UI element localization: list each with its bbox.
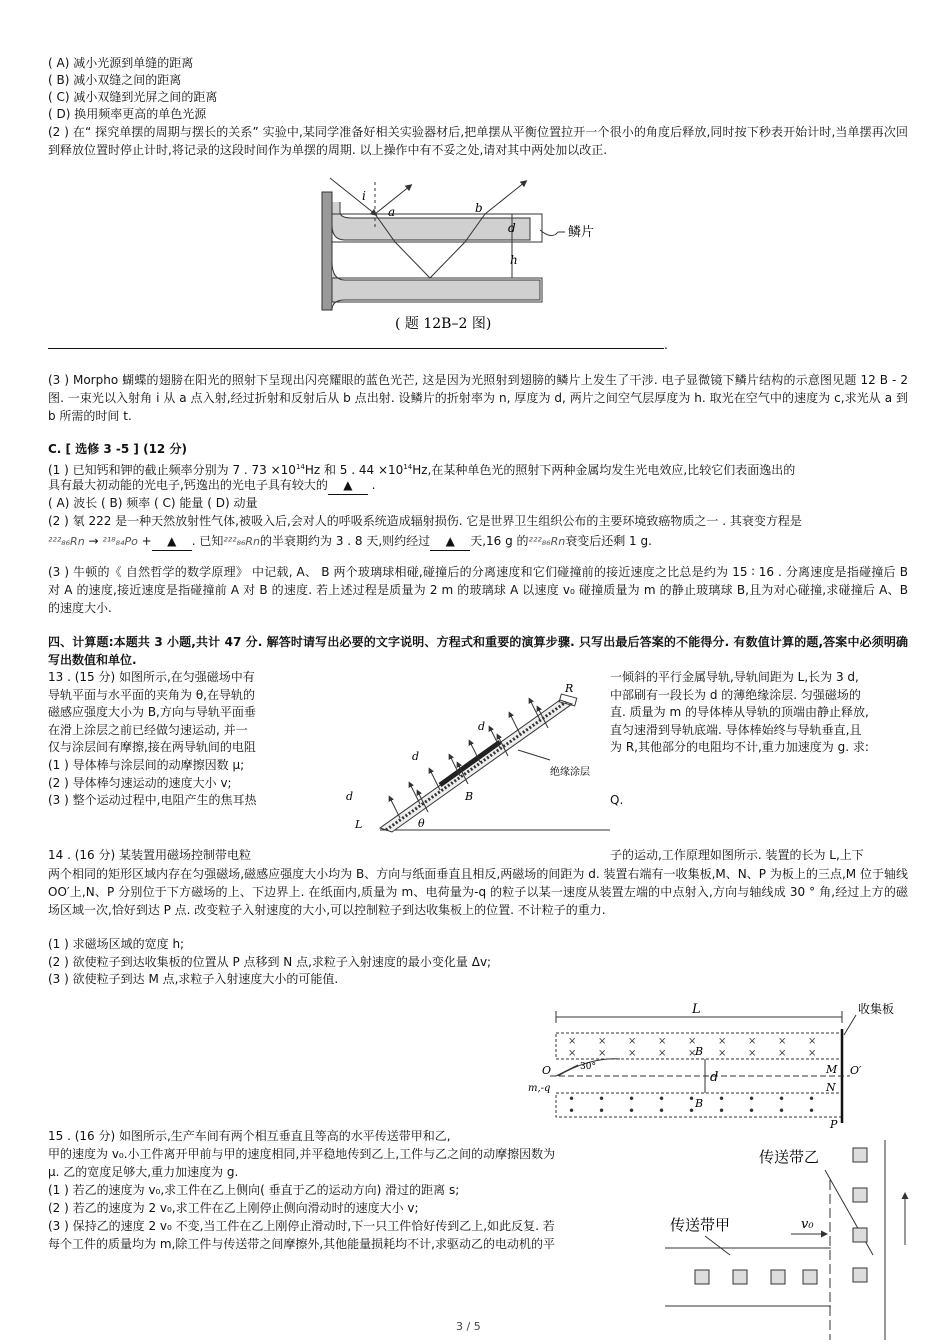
q13-l6: (2 ) 导体棒匀速运动的速度大小 v; <box>48 775 232 790</box>
dot-13: • <box>658 1104 666 1118</box>
figure-15 <box>665 1140 935 1340</box>
x-5: × <box>688 1036 697 1047</box>
q13-l5: (1 ) 导体棒与涂层间的动摩擦因数 μ; <box>48 757 245 772</box>
page-number: 3 / 5 <box>456 1320 481 1333</box>
x-10: × <box>568 1048 577 1059</box>
nuclide-po: ²¹⁸₈₄Po <box>102 535 138 548</box>
q15-l1: 甲的速度为 v₀.小工件离开甲前与甲的速度相同,并平稳地传到乙上,工件与乙之间的动摩擦因数为 <box>48 1147 556 1161</box>
fig15-belt-yi: 传送带乙 <box>759 1148 820 1166</box>
x-14: × <box>688 1048 697 1059</box>
q13-right <box>610 669 869 810</box>
c2-line1: (2 ) 氡 222 是一种天然放射性气体,被吸入后,会对人的呼吸系统造成辐射损伤. 它是世界卫生组织公布的主要环境致癌物质之一 . 其衰变方程是 <box>48 514 802 528</box>
dot-11: • <box>598 1104 606 1118</box>
c1-line2: 具有最大初动能的光电子,钙逸出的光电子具有较大的 ▲ . <box>48 477 375 495</box>
fig12-label-b: b <box>475 201 483 215</box>
q-butterfly: (3 ) Morpho 蝴蝶的翅膀在阳光的照射下呈现出闪亮耀眼的蓝色光芒, 这是因为光照射到翅膀的鳞片上发生了干涉. 电子显微镜下鳞片结构的示意图见题 12 B - 2 图. 一束光以入射角 i 从 a 点入射,经过折射和反射后从 b 点出射. 设鳞片的折射率为 n, 厚度为 d, 两片之间空气层厚度为 h. 取光在空气中的速度为 c,求光从 a 到 b 所需的时间 t. <box>48 373 908 423</box>
fig14-d: d <box>710 1070 719 1085</box>
x-9: × <box>808 1036 817 1047</box>
dot-1: • <box>568 1092 576 1106</box>
q15-l4: (2 ) 若乙的速度为 2 v₀,求工件在乙上刚停止侧向滑动时的速度大小 v; <box>48 1201 419 1215</box>
fig12-label-i: i <box>362 189 366 203</box>
q15-l6: 每个工件的质量均为 m,除工件与传送带之间摩擦外,其他能量损耗均不计,求驱动乙的电动机的平 <box>48 1237 555 1251</box>
fig12-label-scale: 鳞片 <box>568 225 595 240</box>
q14-first-left: 14 . (16 分) 某装置用磁场控制带电粒 <box>48 848 251 862</box>
fig15-belt-jia: 传送带甲 <box>670 1216 731 1234</box>
nuclide-rn-1: ²²²₈₆Rn <box>48 535 85 548</box>
x-1: × <box>568 1036 577 1047</box>
figure-12b-2 <box>300 170 640 340</box>
q13-l2: 磁感应强度大小为 B,方向与导轨平面垂 <box>48 705 256 720</box>
c2-t5: 天,16 g 的 <box>470 534 529 548</box>
dot-5: • <box>688 1092 696 1106</box>
q13-l0: 13 . (15 分) 如图所示,在匀强磁场中有 <box>48 670 255 684</box>
dot-15: • <box>718 1104 726 1118</box>
option-d: ( D) 换用频率更高的单色光源 <box>48 107 207 121</box>
dot-2: • <box>598 1092 606 1106</box>
c2-arrow: → <box>88 534 99 548</box>
c3: (3 ) 牛顿的《 自然哲学的数学原理》 中记载, A、 B 两个玻璃球相碰,碰撞后的分离速度和它们碰撞前的接近速度之比总是约为 15 ∶ 16 . 分离速度是指碰撞后 B 对 A 的速度,接近速度是指碰撞前 A 对 B 的速度. 若上述过程是质量为 2 m 的玻璃球 A 以速度 v₀ 碰撞质量为 m 的静止玻璃球 B,且为对心碰撞,求碰撞后 A、B 的速度大小. <box>48 565 908 615</box>
section-4-title: 四、计算题:本题共 3 小题,共计 47 分. 解答时请写出必要的文字说明、方程式和重要的演算步骤. 只写出最后答案的不能得分. 有数值计算的题,答案中必须明确写出数值和单位. <box>48 635 908 667</box>
x-18: × <box>808 1048 817 1059</box>
c1-sup-1: 14 <box>295 463 305 471</box>
q14-first-right: 子的运动,工作原理如图所示. 装置的长为 L,上下 <box>610 848 864 862</box>
q13-r1: 中部刷有一段长为 d 的薄绝缘涂层. 匀强磁场的 <box>610 687 861 702</box>
q13-l1: 导轨平面与水平面的夹角为 θ,在导轨的 <box>48 687 255 702</box>
q15-text <box>48 1127 555 1253</box>
dot-7: • <box>748 1092 756 1106</box>
nuclide-rn-3: ²²²₈₆Rn <box>528 535 566 548</box>
x-17: × <box>778 1048 787 1059</box>
dot-6: • <box>718 1092 726 1106</box>
fig14-P: P <box>830 1118 838 1130</box>
c1-line1 <box>48 459 795 479</box>
q13-l3: 在滑上涂层之前已经做匀速运动, 并一 <box>48 722 248 737</box>
x-4: × <box>658 1036 667 1047</box>
x-8: × <box>778 1036 787 1047</box>
dot-12: • <box>628 1104 636 1118</box>
x-13: × <box>658 1048 667 1059</box>
q13-l7: (3 ) 整个运动过程中,电阻产生的焦耳热 <box>48 793 257 808</box>
dot-3: • <box>628 1092 636 1106</box>
fig14-angle: 30° <box>580 1062 596 1072</box>
fig13-R: R <box>565 682 574 695</box>
fig14-B-top: B <box>695 1045 704 1058</box>
q15-l0: 15 . (16 分) 如图所示,生产车间有两个相互垂直且等高的水平传送带甲和乙, <box>48 1129 451 1143</box>
fig14-B-bottom: B <box>695 1097 704 1110</box>
c1-options: ( A) 波长 ( B) 频率 ( C) 能量 ( D) 动量 <box>48 496 258 510</box>
c1-line2-text: 具有最大初动能的光电子,钙逸出的光电子具有较大的 <box>48 478 328 492</box>
fig14-field-x <box>568 1036 816 1059</box>
q13-r4: 为 R,其他部分的电阻均不计,重力加速度为 g. 求: <box>610 740 869 755</box>
x-3: × <box>628 1036 637 1047</box>
c2-blank-1[interactable]: ▲ <box>152 533 192 551</box>
dot-18: • <box>808 1104 816 1118</box>
fig12-caption: ( 题 12B–2 图) <box>395 316 492 332</box>
dot-16: • <box>748 1104 756 1118</box>
dot-8: • <box>778 1092 786 1106</box>
figure-14 <box>520 995 920 1130</box>
q15-l2: μ. 乙的宽度足够大,重力加速度为 g. <box>48 1165 239 1179</box>
q14-sub-1: (1 ) 求磁场区域的宽度 h; <box>48 937 185 951</box>
c1-a: (1 ) 已知钙和钾的截止频率分别为 7 . 73 ×10 <box>48 463 296 477</box>
q13-l4: 仅与涂层间有摩擦,接在两导轨间的电阻 <box>48 740 256 755</box>
fig13-d-mid: d <box>412 750 420 763</box>
fig14-field-dot <box>568 1092 815 1118</box>
c1-blank[interactable]: ▲ <box>328 477 368 495</box>
dot-9: • <box>808 1092 816 1106</box>
dot-17: • <box>778 1104 786 1118</box>
x-12: × <box>628 1048 637 1059</box>
q15-l3: (1 ) 若乙的速度为 v₀,求工件在乙上侧向( 垂直于乙的运动方向) 滑过的距离 s; <box>48 1183 460 1197</box>
q13-left <box>48 669 256 810</box>
fig13-theta: θ <box>418 817 425 830</box>
answer-line <box>48 348 664 349</box>
fig13-d-top: d <box>478 720 486 733</box>
c2-t6: 衰变后还剩 1 g. <box>565 534 652 548</box>
q13-r2: 直. 质量为 m 的导体棒从导轨的顶端由静止释放, <box>610 705 869 720</box>
fig12-label-a: a <box>388 205 396 219</box>
c1-c: Hz,在某种单色光的照射下两种金属均发生光电效应,比较它们表面逸出的 <box>412 463 796 477</box>
fig15-v0: v₀ <box>801 1217 814 1232</box>
x-6: × <box>718 1036 727 1047</box>
q14-sub-3: (3 ) 欲使粒子到达 M 点,求粒子入射速度大小的可能值. <box>48 972 339 986</box>
answer-line-dot: . <box>664 338 668 352</box>
fig12-label-d: d <box>508 221 516 235</box>
fig14-O: O <box>542 1064 552 1077</box>
x-16: × <box>748 1048 757 1059</box>
fig14-N: N <box>826 1081 836 1094</box>
fig14-mq: m,-q <box>528 1083 551 1094</box>
dot-14: • <box>688 1104 696 1118</box>
q-pendulum: (2 ) 在“ 探究单摆的周期与摆长的关系” 实验中,某同学准备好相关实验器材后,把单摆从平衡位置拉开一个很小的角度后释放,同时按下秒表开始计时,当单摆再次回到释放位置时停止计时,将记录的这段时间作为单摆的周期. 以上操作中有不妥之处,请对其中两处加以改正. <box>48 125 908 157</box>
fig14-L: L <box>692 1002 701 1017</box>
fig13-d-bottom: d <box>346 790 354 803</box>
c2-blank-2[interactable]: ▲ <box>430 533 470 551</box>
q14-body: 两个相同的矩形区域内存在匀强磁场,磁感应强度大小均为 B、方向与纸面垂直且相反,两磁场的间距为 d. 装置右端有一收集板,M、N、P 为板上的三点,M 位于轴线 OO′上,N、P 分别位于下方磁场的上、下边界上. 在纸面内,质量为 m、电荷量为-q 的粒子以某一速度从装置左端的中点射入,方向与轴线成 30 ° 角,经过上方的磁场区域一次,恰好到达 P 点. 改变粒子入射速度的大小,可以控制粒子到达收集板上的位置. 不计粒子的重力. <box>48 867 908 917</box>
fig13-B: B <box>465 790 474 803</box>
nuclide-rn-2: ²²²₈₆Rn <box>223 535 261 548</box>
option-c: ( C) 减小双缝到光屏之间的距离 <box>48 90 218 104</box>
fig14-O2: O′ <box>850 1064 862 1077</box>
option-b: ( B) 减小双缝之间的距离 <box>48 73 182 87</box>
x-7: × <box>748 1036 757 1047</box>
c2-t4: 的半衰期约为 3 . 8 天,则约经过 <box>260 534 431 548</box>
q14-sub-2: (2 ) 欲使粒子到达收集板的位置从 P 点移到 N 点,求粒子入射速度的最小变化量 Δv; <box>48 955 492 969</box>
q15-l5: (3 ) 保持乙的速度 2 v₀ 不变,当工件在乙上刚停止滑动时,下一只工件恰好传到乙上,如此反复. 若 <box>48 1219 555 1233</box>
fig14-collector: 收集板 <box>858 1002 895 1016</box>
dot-10: • <box>568 1104 576 1118</box>
q13-r3: 直匀速滑到导轨底端. 导体棒始终与导轨垂直,且 <box>610 722 862 737</box>
dot-4: • <box>658 1092 666 1106</box>
figure-13 <box>310 680 610 838</box>
c2-t3: . 已知 <box>191 534 224 548</box>
fig13-L: L <box>355 818 363 831</box>
section-c-title: C. [ 选修 3 -5 ] (12 分) <box>48 442 187 456</box>
c1-b: Hz 和 5 . 44 ×10 <box>304 463 404 477</box>
q13-r7: Q. <box>610 793 624 808</box>
fig12-label-h: h <box>510 253 518 267</box>
x-2: × <box>598 1036 607 1047</box>
c1-sup-2: 14 <box>403 463 413 471</box>
fig13-coating: 绝缘涂层 <box>550 767 590 778</box>
c2-plus: + <box>141 534 152 548</box>
q13-r0: 一倾斜的平行金属导轨,导轨间距为 L,长为 3 d, <box>610 670 859 684</box>
x-15: × <box>718 1048 727 1059</box>
option-a: ( A) 减小光源到单缝的距离 <box>48 56 194 70</box>
c2-line2 <box>48 533 652 551</box>
fig14-M: M <box>826 1063 838 1076</box>
x-11: × <box>598 1048 607 1059</box>
